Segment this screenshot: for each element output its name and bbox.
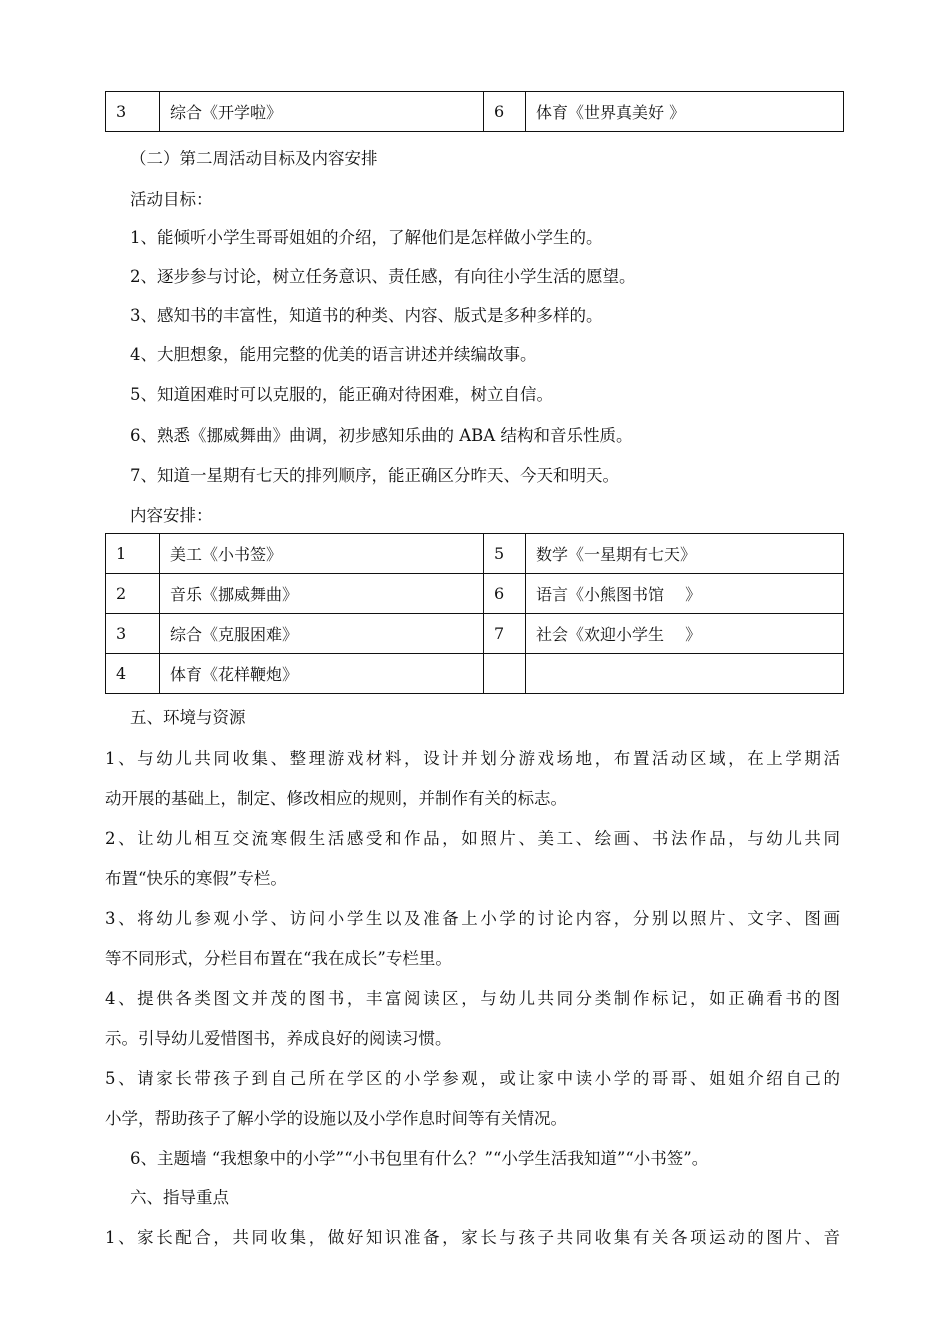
table-cell-number: 1 [106,534,160,574]
paragraph-line: 示。引导幼儿爱惜图书，养成良好的阅读习惯。 [105,1029,452,1048]
table-cell-number: 7 [484,614,526,654]
paragraph-line: 等不同形式，分栏目布置在“我在成长”专栏里。 [105,949,452,968]
table-cell-number: 2 [106,574,160,614]
paragraph-line: 4、提供各类图文并茂的图书，丰富阅读区，与幼儿共同分类制作标记，如正确看书的图 [105,989,840,1008]
table-cell-activity: 综合《开学啦》 [160,92,484,132]
table-cell-number [484,654,526,694]
section6-heading: 六、指导重点 [130,1188,229,1207]
paragraph-line: 1、与幼儿共同收集、整理游戏材料，设计并划分游戏场地，布置活动区域，在上学期活 [105,749,840,768]
paragraph-line: 布置“快乐的寒假”专栏。 [105,869,287,888]
table-cell-activity: 音乐《挪威舞曲》 [160,574,484,614]
activity-table-week2 [105,533,844,694]
table-row [106,92,844,132]
paragraph-line: 2、让幼儿相互交流寒假生活感受和作品，如照片、美工、绘画、书法作品，与幼儿共同 [105,829,840,848]
table-cell-activity: 语言《小熊图书馆 》 [526,574,844,614]
table-cell-number: 5 [484,534,526,574]
table-cell-number: 6 [484,574,526,614]
table-cell-number: 4 [106,654,160,694]
table-cell-number: 6 [484,92,526,132]
activity-table-week1 [105,91,844,132]
table-cell-activity: 美工《小书签》 [160,534,484,574]
goal-item: 4、大胆想象，能用完整的优美的语言讲述并续编故事。 [130,345,537,364]
table-cell-number: 3 [106,92,160,132]
goal-item: 3、感知书的丰富性，知道书的种类、内容、版式是多种多样的。 [130,306,603,325]
paragraph-line: 1、家长配合，共同收集，做好知识准备，家长与孩子共同收集有关各项运动的图片、音 [105,1228,840,1247]
table-cell-activity: 数学《一星期有七天》 [526,534,844,574]
goal-item: 1、能倾听小学生哥哥姐姐的介绍，了解他们是怎样做小学生的。 [130,228,603,247]
goal-item: 6、熟悉《挪威舞曲》曲调，初步感知乐曲的 ABA 结构和音乐性质。 [130,426,633,445]
paragraph-line: 6、主题墙 “我想象中的小学”“小书包里有什么？”“小学生活我知道”“小书签”。 [130,1149,709,1168]
table-cell-activity: 社会《欢迎小学生 》 [526,614,844,654]
paragraph-line: 5、请家长带孩子到自己所在学区的小学参观，或让家中读小学的哥哥、姐姐介绍自己的 [105,1069,840,1088]
table-cell-number: 3 [106,614,160,654]
paragraph-line: 3、将幼儿参观小学、访问小学生以及准备上小学的讨论内容，分别以照片、文字、图画 [105,909,840,928]
table-cell-activity: 体育《花样鞭炮》 [160,654,484,694]
goal-item: 7、知道一星期有七天的排列顺序，能正确区分昨天、今天和明天。 [130,466,619,485]
table-row [106,654,844,694]
week2-heading: （二）第二周活动目标及内容安排 [130,149,378,168]
section5-heading: 五、环境与资源 [130,708,246,727]
goals-label: 活动目标： [130,190,213,209]
table-cell-activity [526,654,844,694]
table-cell-activity: 体育《世界真美好 》 [526,92,844,132]
content-label: 内容安排： [130,506,213,525]
paragraph-line: 小学，帮助孩子了解小学的设施以及小学作息时间等有关情况。 [105,1109,567,1128]
table-row [106,614,844,654]
table-row [106,574,844,614]
goal-item: 2、逐步参与讨论，树立任务意识、责任感，有向往小学生活的愿望。 [130,267,636,286]
table-row [106,534,844,574]
goal-item: 5、知道困难时可以克服的，能正确对待困难，树立自信。 [130,385,553,404]
table-cell-activity: 综合《克服困难》 [160,614,484,654]
paragraph-line: 动开展的基础上，制定、修改相应的规则，并制作有关的标志。 [105,789,567,808]
